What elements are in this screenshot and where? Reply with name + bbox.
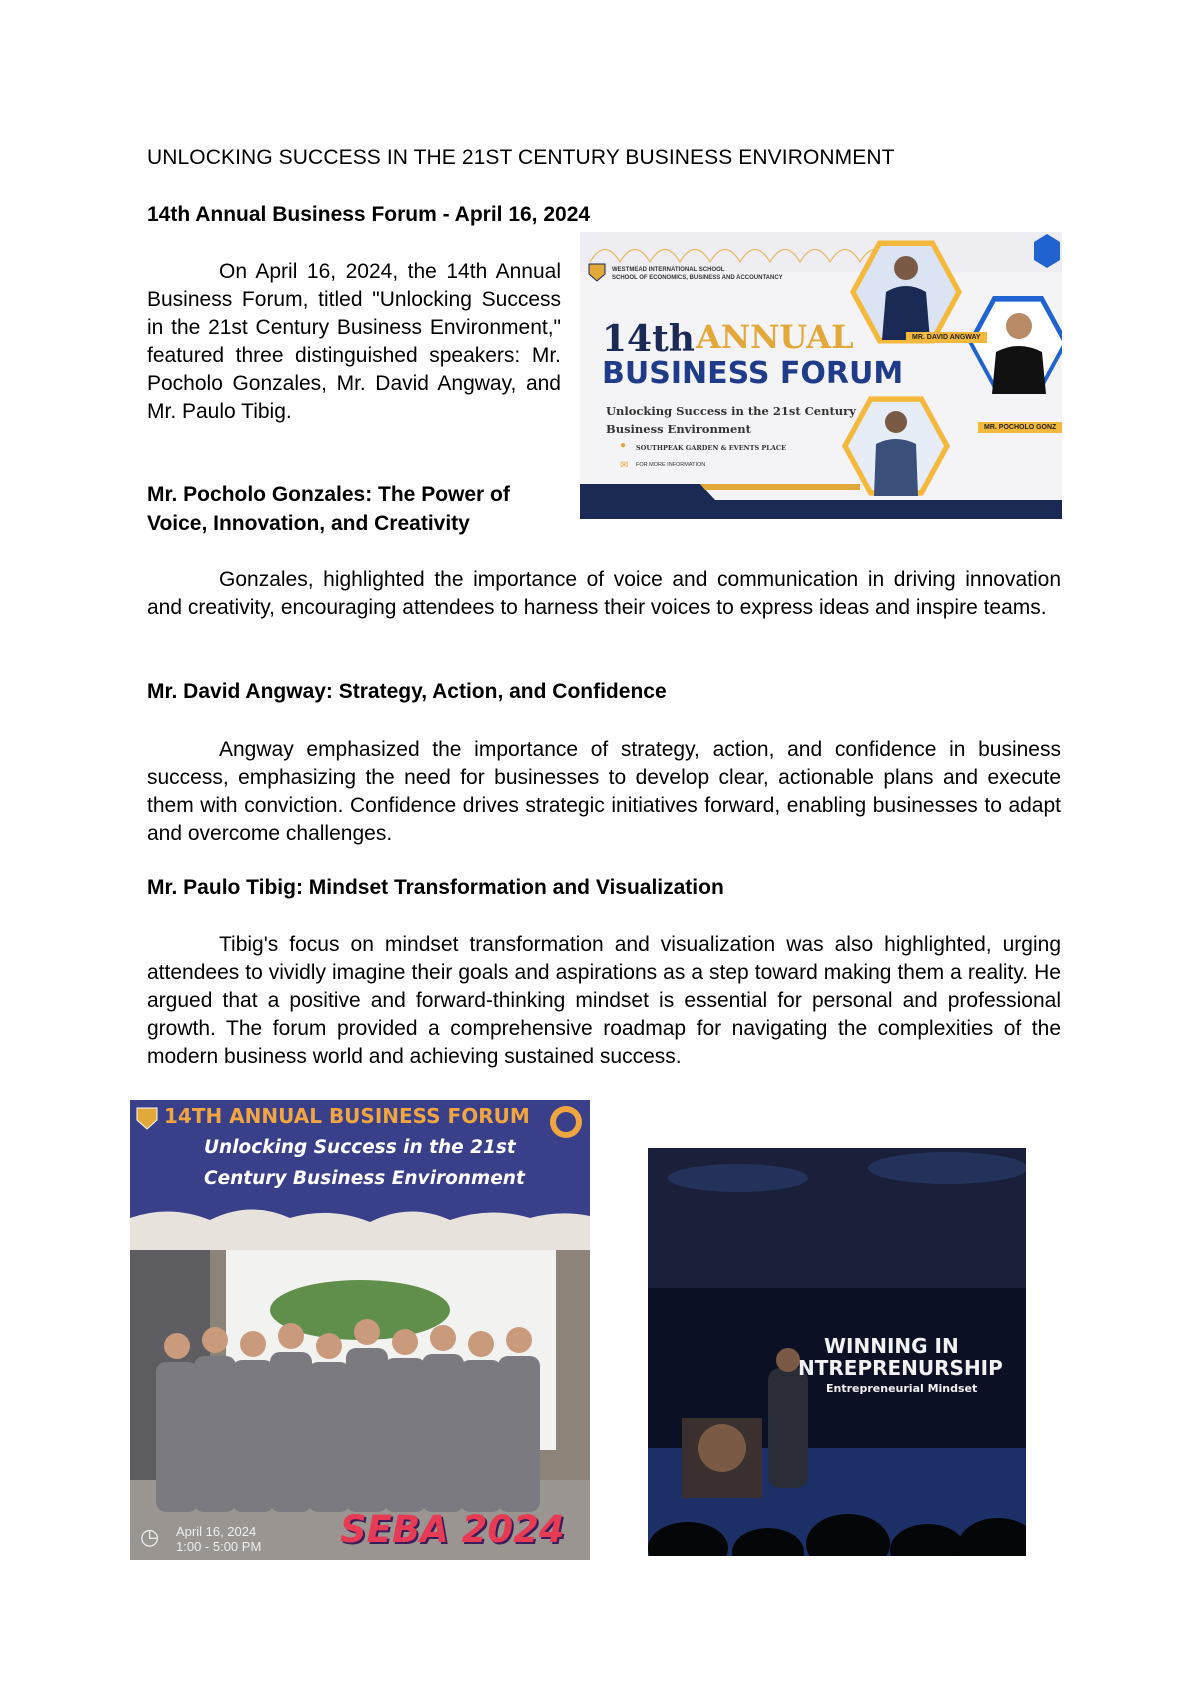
speaker-tag-angway: MR. DAVID ANGWAY (906, 332, 987, 343)
calendar-clock-icon: ◷ (140, 1524, 160, 1549)
group-photo-date: April 16, 2024 (176, 1524, 257, 1539)
speaker-silhouette-gonzales (988, 308, 1050, 394)
speaker-tag-gonzales: MR. POCHOLO GONZ (978, 422, 1062, 433)
poster-venue: SOUTHPEAK GARDEN & EVENTS PLACE (636, 444, 787, 452)
seba-2024-badge: SEBA 2024 (340, 1508, 565, 1551)
poster-bottom-band (580, 500, 1062, 519)
paragraph-gonzales-text: Gonzales, highlighted the importance of voice and communication in driving innovation and creativity, encouraging attendees to harness their voices to express ideas and inspire teams. (147, 568, 1061, 619)
location-pin-icon: ● (620, 440, 627, 451)
stage-screen-line3: Entrepreneurial Mindset (826, 1382, 978, 1395)
forum-poster-image (580, 232, 1062, 519)
paragraph-tibig (147, 931, 1061, 1071)
document-subtitle: 14th Annual Business Forum - April 16, 2024 (147, 203, 591, 226)
poster-theme (606, 402, 856, 438)
seba-logo-icon (548, 1104, 584, 1140)
stage-photo-image (648, 1148, 1026, 1556)
heading-tibig: Mr. Paulo Tibig: Mindset Transformation and Visualization (147, 876, 724, 899)
group-photo-theme-1: Unlocking Success in the 21st (204, 1137, 516, 1158)
intro-paragraph (147, 258, 561, 426)
poster-school-name (612, 266, 783, 282)
stage-screen-line2: NTREPRENURSHIP (798, 1356, 1003, 1380)
paragraph-angway (147, 736, 1061, 848)
poster-annual: ANNUAL (696, 318, 854, 356)
hex-badge-icon (1032, 232, 1062, 272)
group-photo-theme-2: Century Business Environment (204, 1168, 525, 1189)
poster-school-line2: SCHOOL OF ECONOMICS, BUSINESS AND ACCOUNTANCY (612, 275, 783, 281)
group-photo-image (130, 1100, 590, 1560)
paragraph-angway-text: Angway emphasized the importance of strategy, action, and confidence in business success, emphasizing the need for businesses to develop clear, actionable plans and execute them with conviction. Confidence drives strategic initiatives forward, enabling businesses to adapt and overcome challenges. (147, 738, 1061, 845)
group-photo-datetime (176, 1524, 261, 1554)
speaker-silhouette-angway (876, 252, 936, 340)
school-logo-icon (136, 1106, 158, 1130)
document-title: UNLOCKING SUCCESS IN THE 21ST CENTURY BUSINESS ENVIRONMENT (147, 146, 895, 169)
poster-theme-line2: Business Environment (606, 422, 751, 436)
poster-number: 14th (602, 318, 695, 360)
poster-forum-title: BUSINESS FORUM (602, 356, 904, 391)
paragraph-tibig-text: Tibig's focus on mindset transformation and visualization was also highlighted, urging attendees to vividly imagine their goals and aspirations as a step toward making them a reality. He argued that a positive and forward-thinking mindset is essential for personal and professional growth. The forum provided a comprehensive roadmap for navigating the complexities of the modern business world and achieving sustained success. (147, 933, 1061, 1068)
heading-gonzales: Mr. Pocholo Gonzales: The Power of Voice, Innovation, and Creativity (147, 483, 510, 535)
heading-angway: Mr. David Angway: Strategy, Action, and Confidence (147, 680, 667, 703)
intro-text: On April 16, 2024, the 14th Annual Business Forum, titled "Unlocking Success in the 21st Century Business Environment," featured three distinguished speakers: Mr. Pocholo Gonzales, Mr. David Angway, and Mr. Paulo Tibig. (147, 260, 561, 423)
paragraph-gonzales (147, 566, 1061, 622)
mail-icon: ✉ (620, 460, 629, 471)
poster-info-label: FOR MORE INFORMATION (636, 462, 706, 468)
group-photo-title: 14TH ANNUAL BUSINESS FORUM (164, 1104, 530, 1128)
poster-stripes (580, 472, 860, 502)
poster-theme-line1: Unlocking Success in the 21st Century (606, 404, 856, 418)
group-photo-time: 1:00 - 5:00 PM (176, 1539, 262, 1554)
stage-screen-line1: WINNING IN (824, 1334, 959, 1358)
school-logo-icon (588, 262, 606, 282)
speaker-silhouette-tibig (866, 408, 926, 496)
poster-school-line1: WESTMEAD INTERNATIONAL SCHOOL (612, 267, 725, 273)
